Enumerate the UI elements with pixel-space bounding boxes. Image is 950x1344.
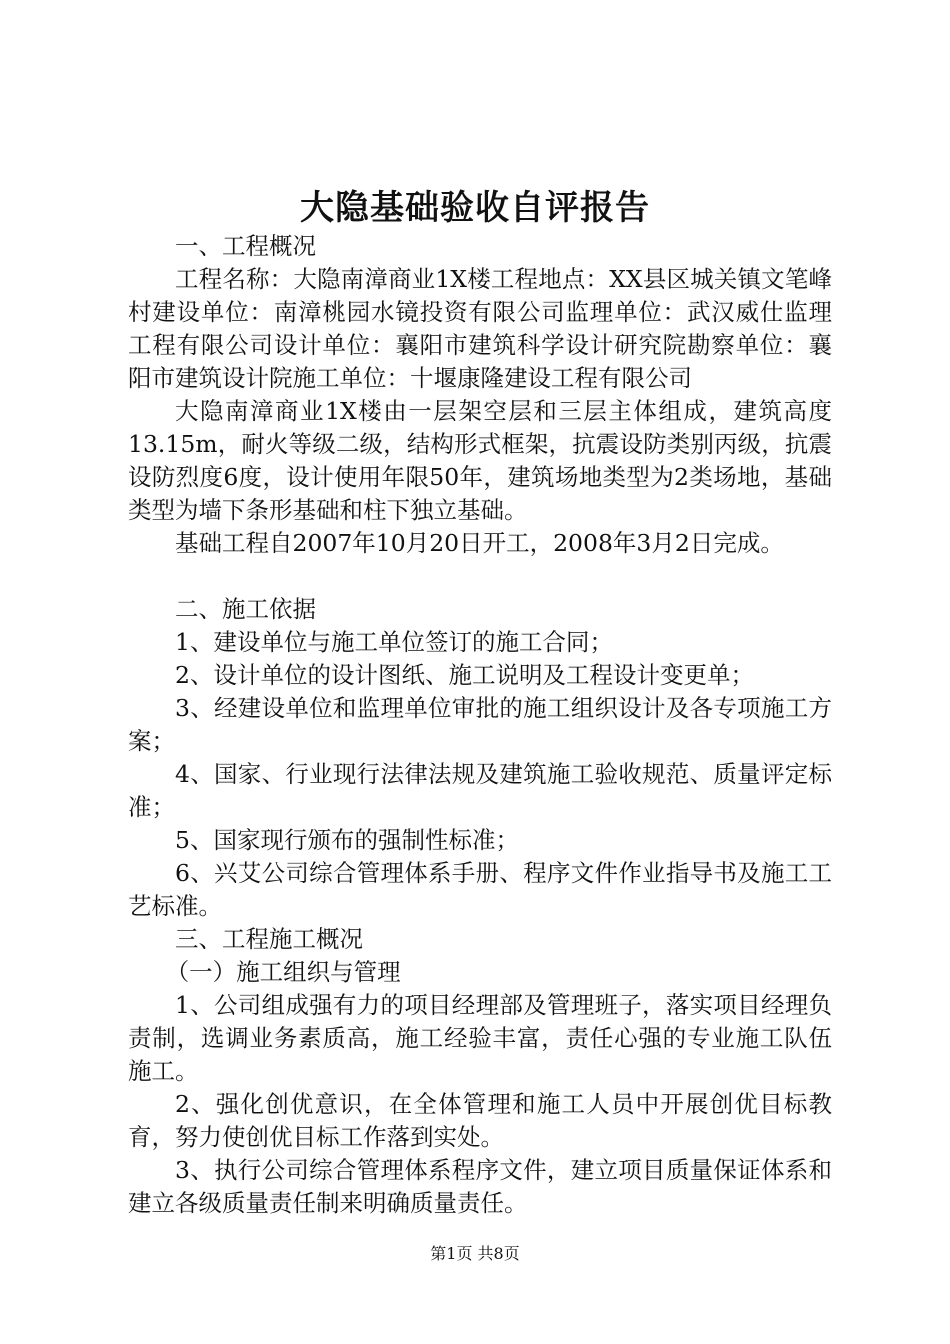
list-item: 5、国家现行颁布的强制性标准； [175, 826, 519, 854]
list-item: 3、经建设单位和监理单位审批的施工组织设计及各专项施工方案； [128, 694, 832, 755]
section-heading: 一、工程概况 [175, 232, 316, 260]
list-item: 2、强化创优意识，在全体管理和施工人员中开展创优目标教育，努力使创优目标工作落到实处。 [128, 1090, 832, 1151]
list-item: 1、公司组成强有力的项目经理部及管理班子，落实项目经理负责制，选调业务素质高，施工经验丰富，责任心强的专业施工队伍施工。 [128, 991, 832, 1085]
paragraph: 大隐南漳商业1X楼由一层架空层和三层主体组成，建筑高度13.15m，耐火等级二级，结构形式框架，抗震设防类别丙级，抗震设防烈度6度，设计使用年限50年，建筑场地类型为2类场地，基础类型为墙下条形基础和柱下独立基础。 [128, 397, 832, 524]
list-item: 2、设计单位的设计图纸、施工说明及工程设计变更单； [175, 661, 754, 689]
list-item: 4、国家、行业现行法律法规及建筑施工验收规范、质量评定标准； [128, 760, 832, 821]
list-item: 1、建设单位与施工单位签订的施工合同； [175, 628, 613, 656]
subsection-heading: （一）施工组织与管理 [165, 958, 401, 986]
blank-line [128, 560, 832, 593]
section-heading: 二、施工依据 [175, 595, 316, 623]
document-body [128, 230, 832, 1220]
document-title: 大隐基础验收自评报告 [300, 188, 650, 228]
paragraph: 基础工程自2007年10月20日开工，2008年3月2日完成。 [175, 529, 784, 557]
list-item: 6、兴艾公司综合管理体系手册、程序文件作业指导书及施工工艺标准。 [128, 859, 832, 920]
list-item: 3、执行公司综合管理体系程序文件，建立项目质量保证体系和建立各级质量责任制来明确质量责任。 [128, 1156, 832, 1217]
paragraph: 工程名称：大隐南漳商业1X楼工程地点：XX县区城关镇文笔峰村建设单位：南漳桃园水镜投资有限公司监理单位：武汉威仕监理工程有限公司设计单位：襄阳市建筑科学设计研究院勘察单位：襄阳市建筑设计院施工单位：十堰康隆建设工程有限公司 [128, 265, 832, 392]
section-heading: 三、工程施工概况 [175, 925, 363, 953]
page-footer: 第1页 共8页 [430, 1244, 520, 1263]
